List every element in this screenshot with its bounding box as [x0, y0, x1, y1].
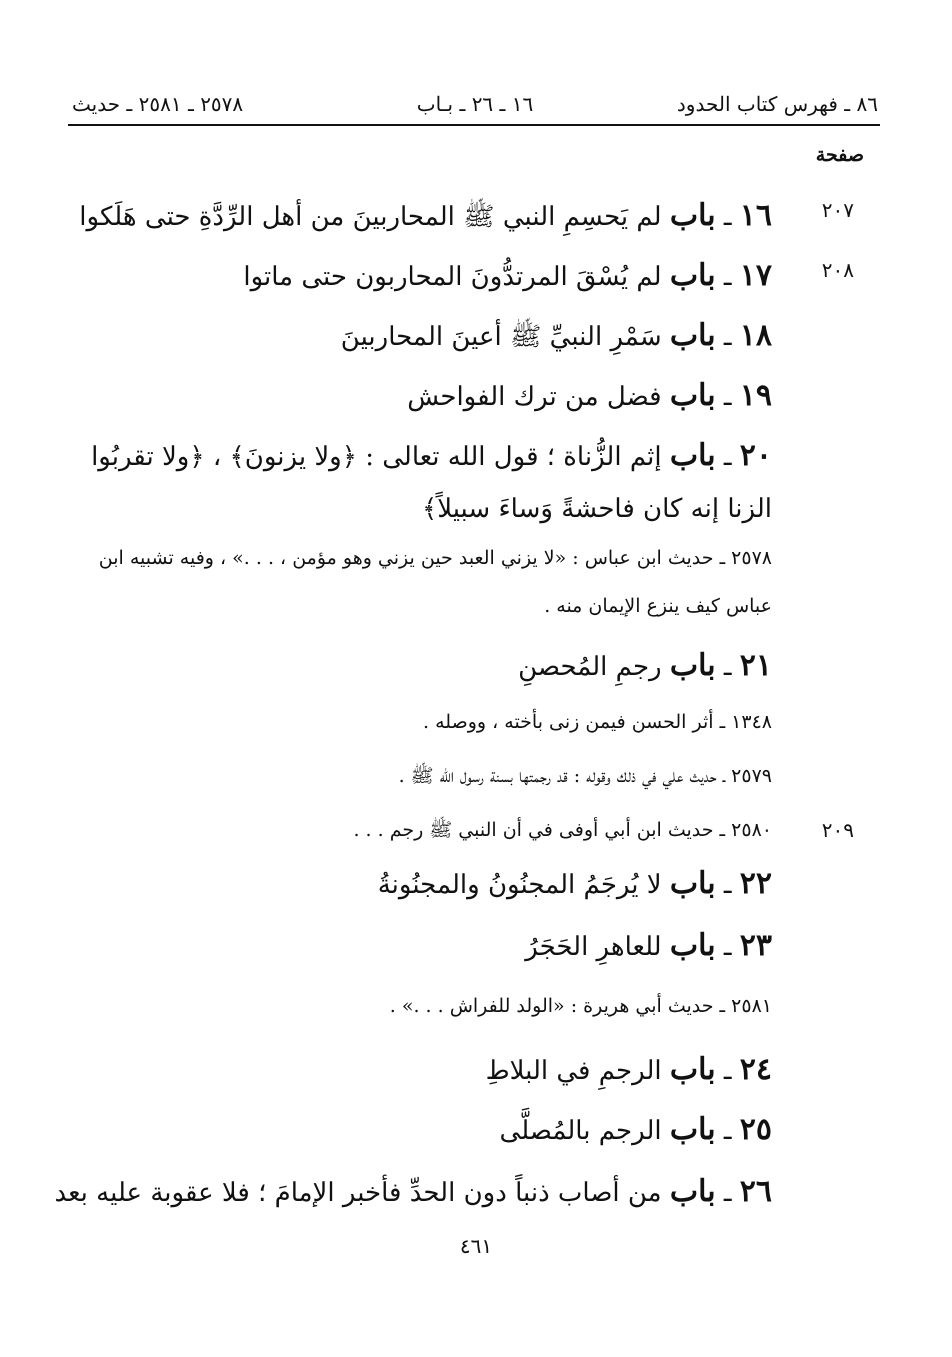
chapter-title: فضل من ترك الفواحش	[407, 382, 670, 412]
separator: ـ	[715, 870, 740, 900]
chapter-entry	[72, 1104, 772, 1157]
hadith-entry: ٢٥٨١ ـ حديث أبي هريرة : «الولد للفراش . . .» .	[389, 995, 772, 1017]
chapter-entry	[72, 310, 772, 363]
chapter-title: الرجمِ في البلاطِ	[485, 1056, 670, 1086]
chapter-label: باب	[669, 258, 716, 293]
chapter-number: ١٦	[739, 198, 772, 233]
separator: ـ	[715, 262, 740, 292]
separator: ـ	[715, 1178, 740, 1208]
chapter-title: للعاهرِ الحَجَرُ	[525, 932, 670, 962]
separator: ـ	[715, 322, 740, 352]
chapter-title: إثم الزُّناة ؛ قول الله تعالى : ﴿ولا يزنونَ﴾ ، ﴿ولا تقربُوا الزنا إنه كان فاحشةً وَساءَ سبيلاً﴾	[91, 442, 772, 524]
folio-number: ٤٦١	[459, 1234, 493, 1258]
chapter-label: باب	[669, 438, 716, 473]
chapter-entry	[72, 1044, 772, 1097]
header-section-range: ١٦ ـ ٢٦ ـ بـاب	[416, 92, 534, 116]
separator: ـ	[715, 1056, 740, 1086]
chapter-number: ٢٠	[739, 438, 772, 473]
separator: ـ	[715, 382, 740, 412]
chapter-number: ٢٢	[739, 866, 772, 901]
chapter-label: باب	[669, 648, 716, 683]
chapter-number: ٢١	[739, 648, 772, 683]
chapter-number: ٢٦	[739, 1174, 772, 1209]
page-column-label: صفحة	[815, 144, 864, 166]
chapter-number: ١٨	[739, 318, 772, 353]
chapter-title: لا يُرجَمُ المجنُونُ والمجنُونةُ	[377, 870, 670, 900]
chapter-label: باب	[669, 866, 716, 901]
chapter-number: ١٧	[739, 258, 772, 293]
chapter-number: ١٩	[739, 378, 772, 413]
chapter-title: لم يُسْقَ المرتدُّونَ المحاربون حتى ماتوا	[243, 262, 670, 292]
chapter-entry	[72, 250, 772, 303]
chapter-title: من أصاب ذنباً دون الحدِّ فأخبر الإمامَ ؛ فلا عقوبة عليه بعد	[54, 1178, 670, 1208]
chapter-title: الرجم بالمُصلَّى	[499, 1116, 670, 1146]
hadith-entry: ٢٥٧٩ ـ حديث علي في ذلك وقوله : قد رجمتها بسنة رسول الله ﷺ .	[398, 765, 772, 787]
chapter-label: باب	[669, 318, 716, 353]
chapter-label: باب	[669, 378, 716, 413]
page-ref: ٢٠٨	[821, 258, 854, 282]
header-rule	[68, 124, 880, 126]
chapter-entry	[72, 920, 772, 973]
page-ref: ٢٠٩	[821, 818, 854, 842]
chapter-number: ٢٥	[739, 1112, 772, 1147]
chapter-number: ٢٤	[739, 1052, 772, 1087]
separator: ـ	[715, 652, 740, 682]
running-header	[72, 92, 878, 124]
separator: ـ	[715, 442, 740, 472]
chapter-entry	[60, 190, 772, 243]
chapter-title: رجمِ المُحصنِ	[518, 652, 670, 682]
separator: ـ	[715, 202, 740, 232]
separator: ـ	[715, 932, 740, 962]
header-hadith-range: ٢٥٧٨ ـ ٢٥٨١ ـ حديث	[72, 92, 244, 116]
chapter-entry	[72, 430, 772, 535]
chapter-entry	[72, 370, 772, 423]
chapter-label: باب	[669, 928, 716, 963]
chapter-number: ٢٣	[739, 928, 772, 963]
chapter-label: باب	[669, 1174, 716, 1209]
chapter-entry	[72, 858, 772, 911]
athar-entry: ١٣٤٨ ـ أثر الحسن فيمن زنى بأخته ، ووصله .	[423, 711, 772, 733]
hadith-entry: ٢٥٧٨ ـ حديث ابن عباس : «لا يزني العبد حين يزني وهو مؤمن ، . . .» ، وفيه تشبيه ابن عباس كيف ينزع الإيمان منه .	[98, 547, 772, 617]
hadith-entry: ٢٥٨٠ ـ حديث ابن أبي أوفى في أن النبي ﷺ رجم . . .	[353, 819, 772, 841]
chapter-entry	[72, 640, 772, 693]
chapter-entry	[54, 1166, 772, 1219]
chapter-label: باب	[669, 198, 716, 233]
page-ref: ٢٠٧	[821, 198, 854, 222]
chapter-title: سَمْرِ النبيِّ ﷺ أعينَ المحاربينَ	[340, 322, 670, 352]
chapter-label: باب	[669, 1112, 716, 1147]
chapter-label: باب	[669, 1052, 716, 1087]
separator: ـ	[715, 1116, 740, 1146]
chapter-title: لم يَحسِمِ النبي ﷺ المحاربينَ من أهل الرِّدَّةِ حتى هَلَكوا	[79, 202, 670, 232]
header-chapter-title: ٨٦ ـ فهرس كتاب الحدود	[676, 92, 878, 116]
